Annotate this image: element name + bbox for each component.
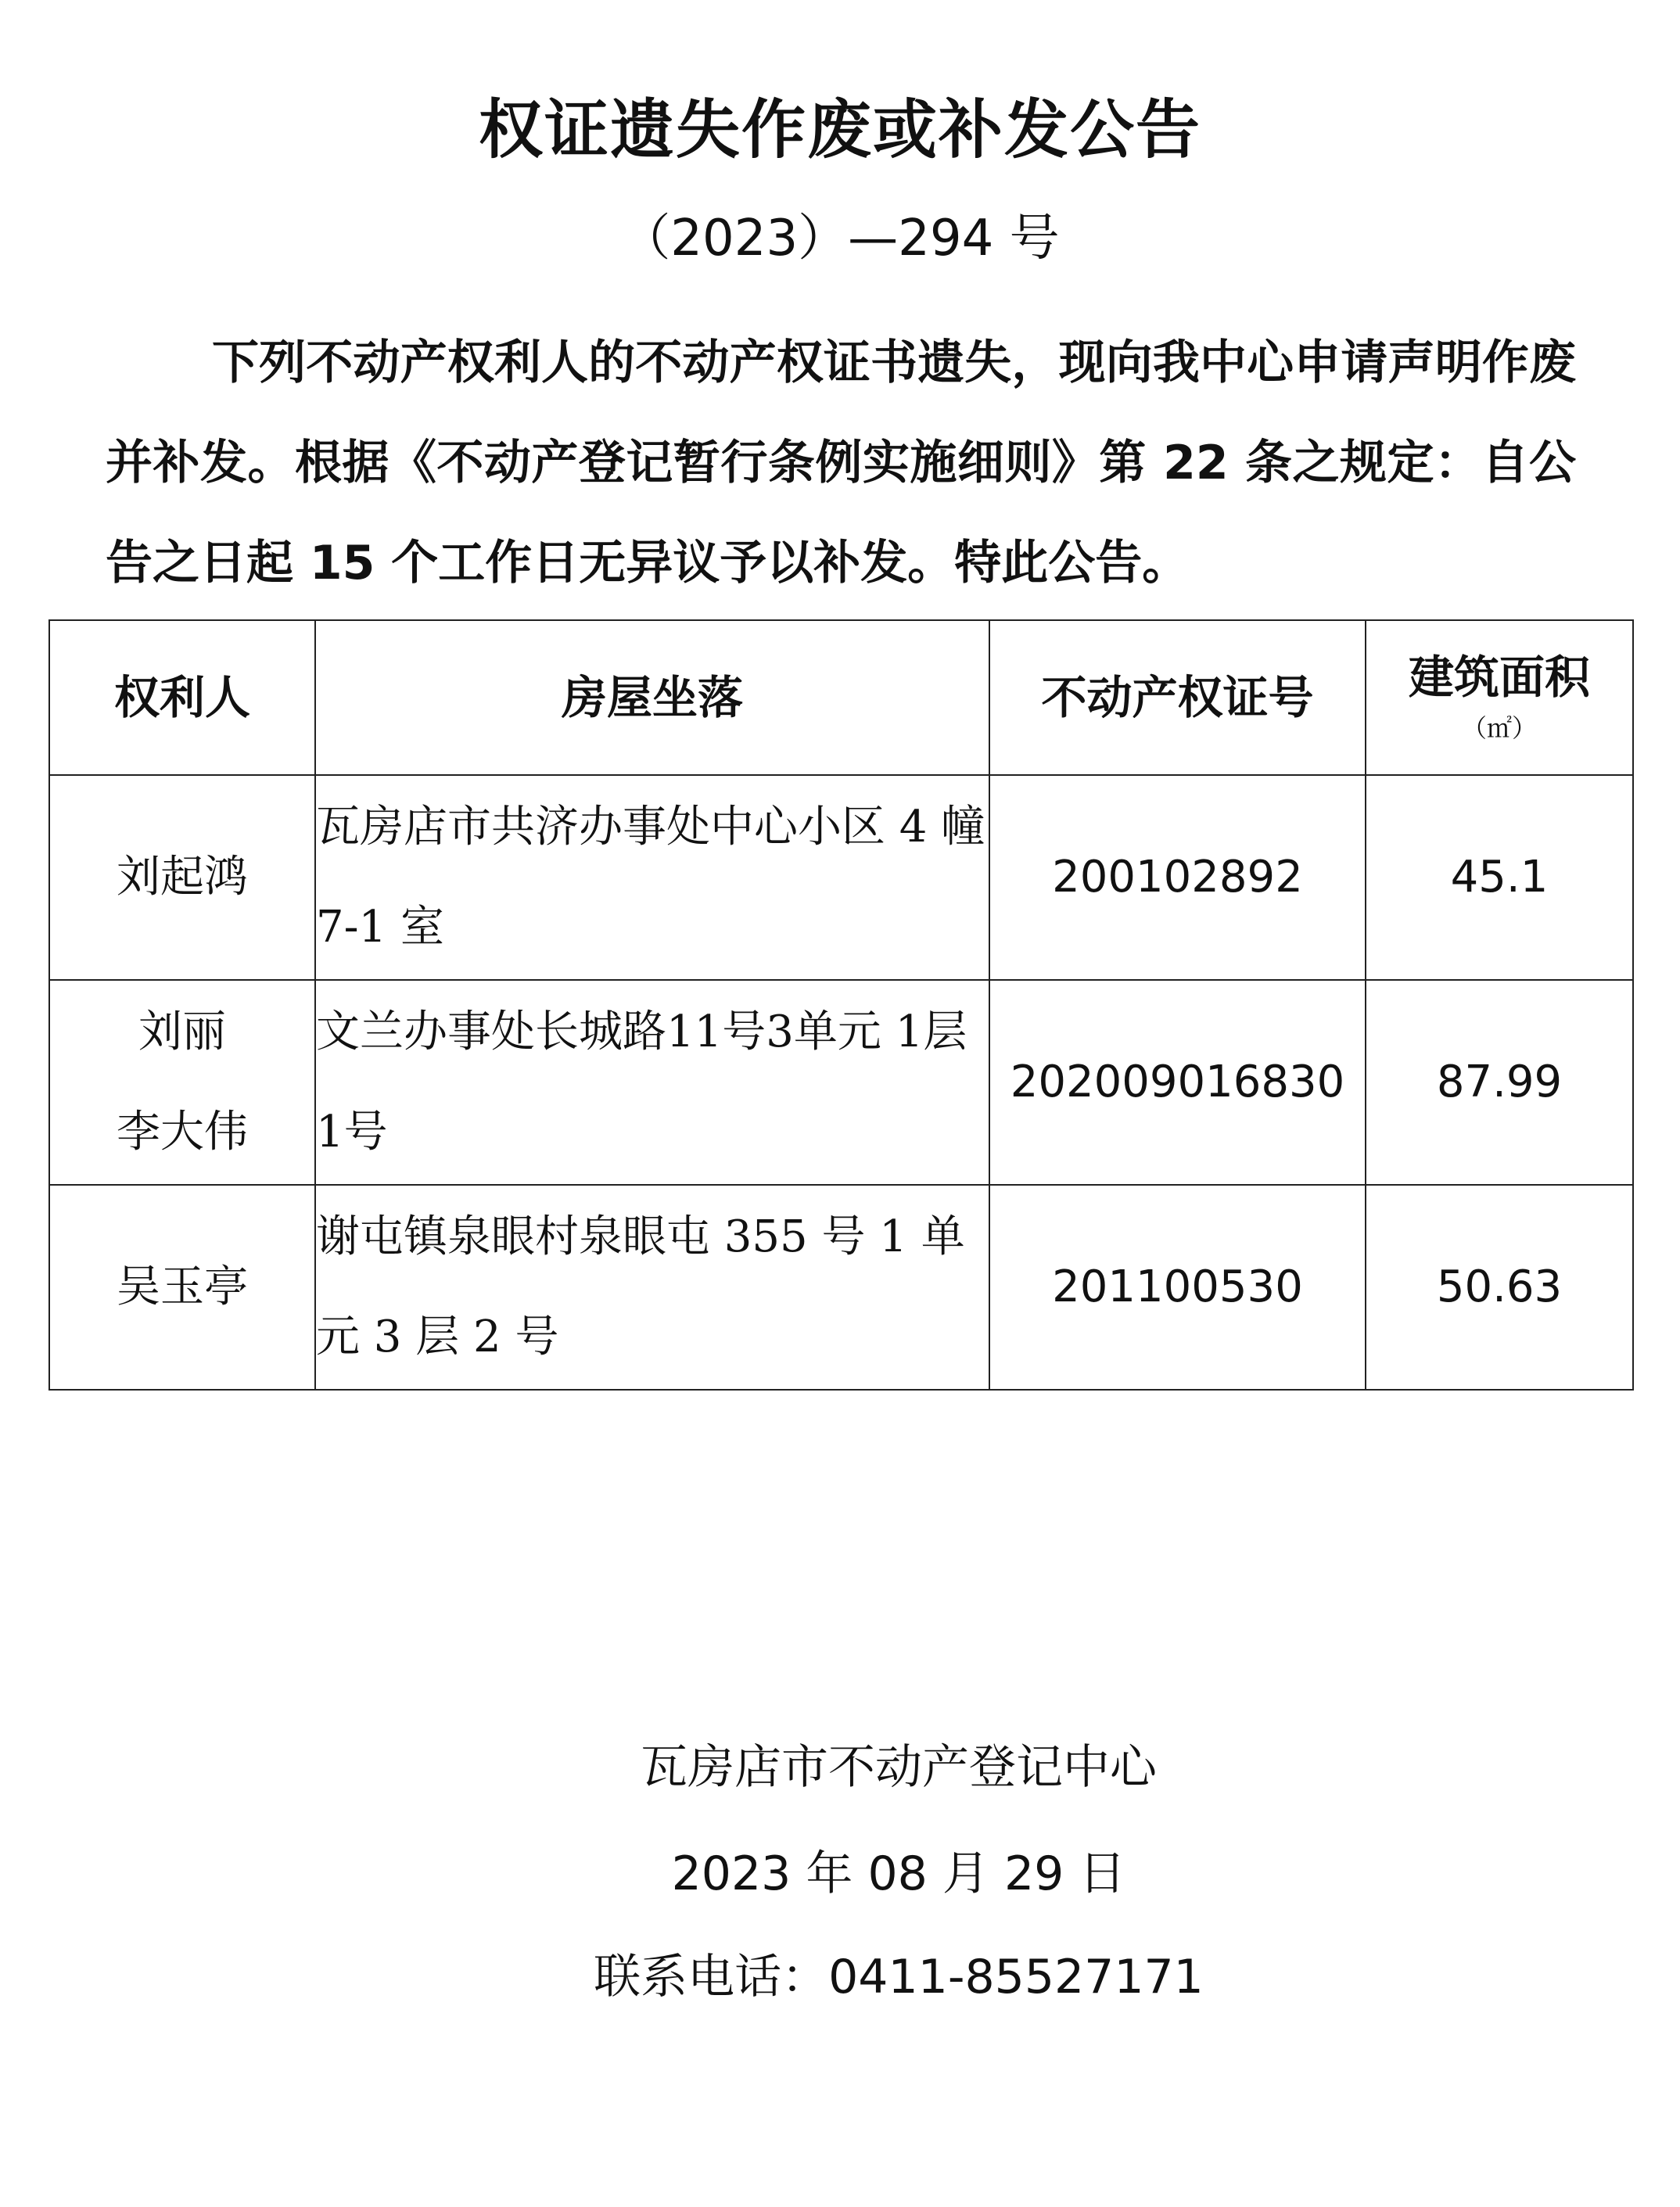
issuing-organization: 瓦房店市不动产登记中心	[641, 1740, 1157, 1795]
holder-cell	[49, 775, 315, 980]
contact-phone: 联系电话：0411-85527171	[594, 1950, 1204, 2004]
header-holder: 权利人	[49, 620, 315, 775]
table-row	[49, 1185, 1633, 1390]
header-area	[1366, 620, 1633, 775]
area-cell: 45.1	[1366, 775, 1633, 980]
location-cell: 谢屯镇泉眼村泉眼屯 355 号 1 单元 3 层 2 号	[315, 1185, 989, 1390]
certificate-table	[48, 619, 1634, 1391]
document-number: （2023）—294 号	[620, 210, 1060, 267]
table-row	[49, 980, 1633, 1185]
area-cell: 50.63	[1366, 1185, 1633, 1390]
holder-name: 刘丽	[138, 1007, 226, 1057]
area-cell: 87.99	[1366, 980, 1633, 1185]
table-row	[49, 775, 1633, 980]
cert-no-cell: 200102892	[989, 775, 1366, 980]
table-header-row	[49, 620, 1633, 775]
notice-body: 下列不动产权利人的不动产权证书遗失，现向我中心申请声明作废并补发。根据《不动产登记暂行条例实施细则》第 22 条之规定：自公告之日起 15 个工作日无异议予以补发。特此公告。	[106, 336, 1576, 590]
header-location: 房屋坐落	[315, 620, 989, 775]
cert-no-cell: 202009016830	[989, 980, 1366, 1185]
header-area-unit: （㎡）	[1461, 713, 1537, 743]
location-cell: 瓦房店市共济办事处中心小区 4 幢 7-1 室	[315, 775, 989, 980]
header-area-label: 建筑面积	[1408, 651, 1590, 704]
holder-name: 李大伟	[117, 1107, 248, 1157]
holder-cell	[49, 980, 315, 1185]
header-cert-no: 不动产权证号	[989, 620, 1366, 775]
issue-date: 2023 年 08 月 29 日	[671, 1846, 1126, 1901]
holder-name: 刘起鸿	[117, 852, 248, 903]
notice-title: 权证遗失作废或补发公告	[478, 93, 1201, 167]
holder-name: 吴玉亭	[117, 1261, 248, 1312]
location-cell: 文兰办事处长城路11号3单元 1层1号	[315, 980, 989, 1185]
cert-no-cell: 201100530	[989, 1185, 1366, 1390]
holder-cell	[49, 1185, 315, 1390]
